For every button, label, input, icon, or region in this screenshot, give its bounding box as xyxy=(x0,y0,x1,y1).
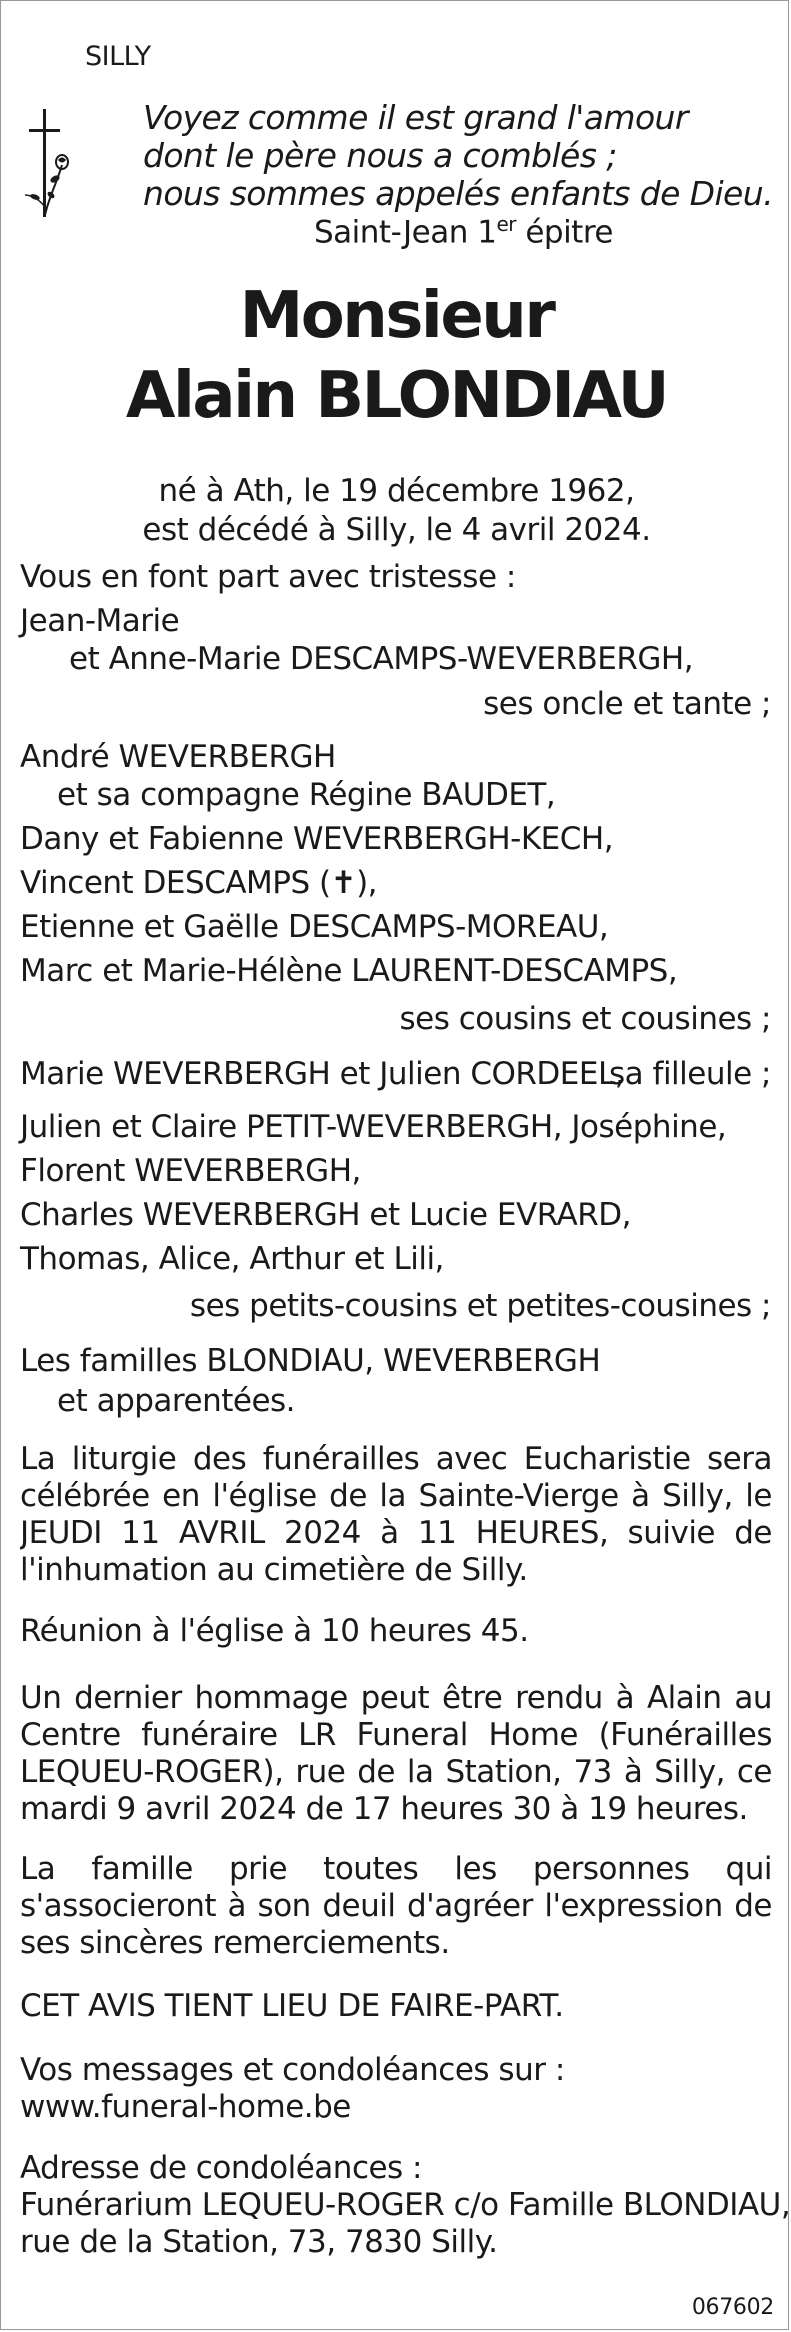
verse xyxy=(143,99,773,213)
thanks-line: s'associeront à son deuil d'agréer l'expression de xyxy=(20,1888,772,1924)
homage-line: Un dernier hommage peut être rendu à Alain au xyxy=(20,1680,772,1716)
messages-url-link[interactable]: www.funeral-home.be xyxy=(20,2089,351,2125)
notice-line: CET AVIS TIENT LIEU DE FAIRE-PART. xyxy=(20,1988,564,2024)
relation-label: ses cousins et cousines ; xyxy=(399,1001,771,1037)
family-line: et sa compagne Régine BAUDET, xyxy=(57,777,556,813)
reference-number: 067602 xyxy=(691,2295,774,2320)
liturgy-line: JEUDI 11 AVRIL 2024 à 11 HEURES, suivie de xyxy=(20,1515,772,1551)
family-line: Jean-Marie xyxy=(20,603,180,639)
family-line: Les familles BLONDIAU, WEVERBERGH xyxy=(20,1343,601,1379)
family-line: Julien et Claire PETIT-WEVERBERGH, Joséphine, xyxy=(20,1109,727,1145)
intro-line: Vous en font part avec tristesse : xyxy=(20,559,516,595)
verse-source: Saint-Jean 1er épitre xyxy=(314,212,613,251)
relation-label: ses petits-cousins et petites-cousines ; xyxy=(189,1288,771,1324)
family-line: André WEVERBERGH xyxy=(20,739,336,775)
address-line: rue de la Station, 73, 7830 Silly. xyxy=(20,2224,498,2260)
birth-line: né à Ath, le 19 décembre 1962, xyxy=(158,473,635,509)
verse-line: Voyez comme il est grand l'amour xyxy=(143,98,688,137)
thanks-line: La famille prie toutes les personnes qui xyxy=(20,1851,772,1887)
relation-label: ses oncle et tante ; xyxy=(483,686,771,722)
address-label: Adresse de condoléances : xyxy=(20,2150,423,2186)
verse-line: nous sommes appelés enfants de Dieu. xyxy=(143,174,773,213)
liturgy-line: l'inhumation au cimetière de Silly. xyxy=(20,1552,528,1588)
death-line: est décédé à Silly, le 4 avril 2024. xyxy=(142,512,651,548)
family-line: Charles WEVERBERGH et Lucie EVRARD, xyxy=(20,1197,631,1233)
family-line: Florent WEVERBERGH, xyxy=(20,1153,361,1189)
homage-line: LEQUEU-ROGER), rue de la Station, 73 à Silly, ce xyxy=(20,1754,772,1790)
family-line: et Anne-Marie DESCAMPS-WEVERBERGH, xyxy=(69,641,694,677)
family-line: Etienne et Gaëlle DESCAMPS-MOREAU, xyxy=(20,909,609,945)
family-line: Dany et Fabienne WEVERBERGH-KECH, xyxy=(20,821,614,857)
location-label: SILLY xyxy=(85,41,151,72)
thanks-line: ses sincères remerciements. xyxy=(20,1925,450,1961)
messages-label: Vos messages et condoléances sur : xyxy=(20,2052,565,2088)
liturgy-line: célébrée en l'église de la Sainte-Vierge à Silly, le xyxy=(20,1478,772,1514)
cross-with-flower-icon xyxy=(21,107,71,222)
deceased-title: Monsieur xyxy=(239,279,554,353)
homage-line: Centre funéraire LR Funeral Home (Funérailles xyxy=(20,1717,772,1753)
relation-label: sa filleule ; xyxy=(609,1056,771,1092)
liturgy-line: La liturgie des funérailles avec Eucharistie sera xyxy=(20,1441,772,1477)
reunion-line: Réunion à l'église à 10 heures 45. xyxy=(20,1613,529,1649)
family-line: Vincent DESCAMPS (✝), xyxy=(20,865,378,901)
family-line: Marie WEVERBERGH et Julien CORDEEL, xyxy=(20,1056,625,1092)
family-line: et apparentées. xyxy=(57,1383,296,1419)
address-line: Funérarium LEQUEU-ROGER c/o Famille BLONDIAU, xyxy=(20,2187,791,2223)
homage-line: mardi 9 avril 2024 de 17 heures 30 à 19 heures. xyxy=(20,1791,748,1827)
verse-line: dont le père nous a comblés ; xyxy=(143,136,617,175)
family-line: Thomas, Alice, Arthur et Lili, xyxy=(20,1241,444,1277)
deceased-name: Alain BLONDIAU xyxy=(125,359,668,433)
family-line: Marc et Marie-Hélène LAURENT-DESCAMPS, xyxy=(20,953,678,989)
